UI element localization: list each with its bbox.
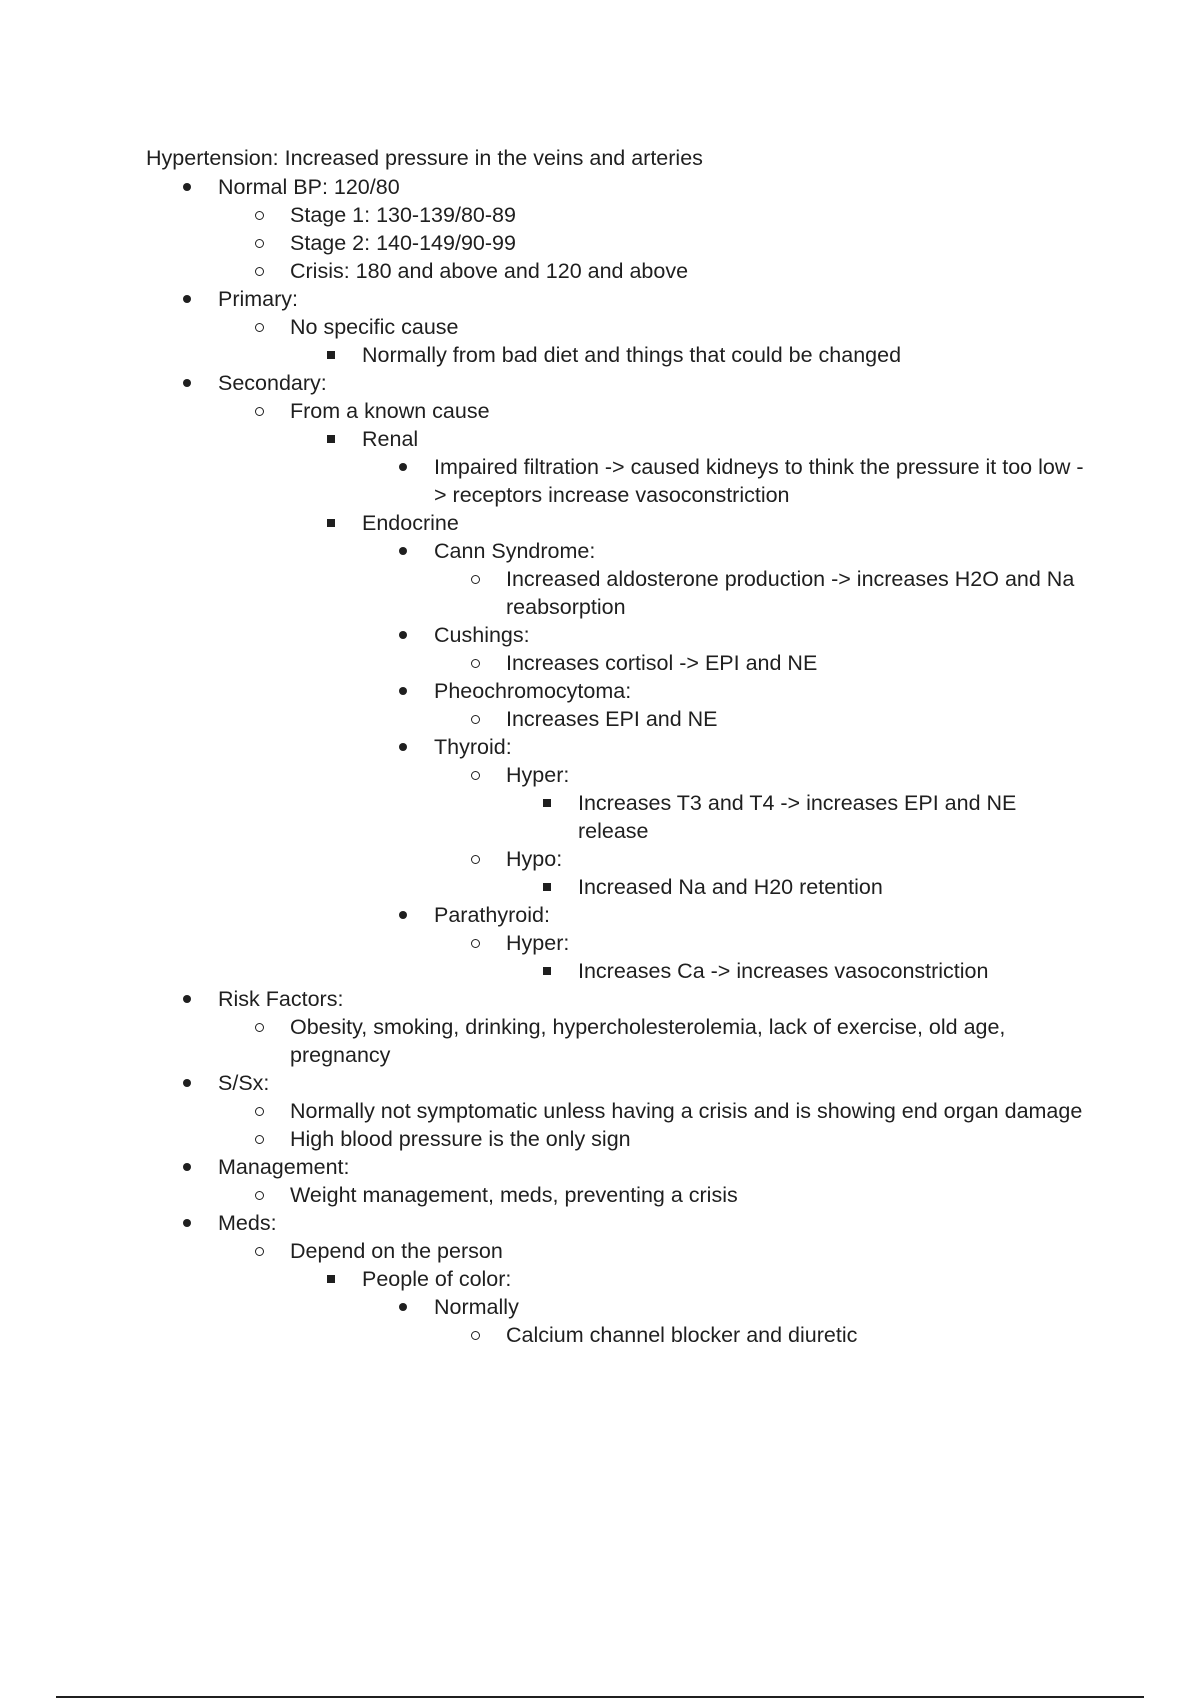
bullet-circle-icon: [471, 771, 480, 780]
bullet-dot-icon: [183, 379, 191, 387]
list-item-thyroid-hyper: Hyper: Increases T3 and T4 -> increases EPI and NE release: [434, 761, 1086, 845]
bullet-circle-icon: [255, 267, 264, 276]
list-item-primary-cause: No specific cause Normally from bad diet and things that could be changed: [218, 313, 1086, 369]
list-item-thyroid-hyper-detail: Increases T3 and T4 -> increases EPI and NE release: [506, 789, 1086, 845]
list-item-management-detail: Weight management, meds, preventing a crisis: [218, 1181, 1086, 1209]
bullet-circle-icon: [471, 1331, 480, 1340]
bullet-dot-icon: [399, 687, 407, 695]
outline-list: [146, 173, 1086, 1349]
list-item-pheochromocytoma: Pheochromocytoma: Increases EPI and NE: [362, 677, 1086, 733]
bullet-square-icon: [543, 883, 551, 891]
bullet-dot-icon: [399, 547, 407, 555]
list-item-thyroid: Thyroid: Hyper: Increases T3 and T4 -> increases EPI and NE release Hypo: Increased Na and H20 retention: [362, 733, 1086, 901]
list-item-primary: Primary: No specific cause Normally from bad diet and things that could be changed: [146, 285, 1086, 369]
bullet-circle-icon: [255, 1191, 264, 1200]
list-item-endocrine: Endocrine Cann Syndrome: Increased aldosterone production -> increases H2O and Na reabsorption Cushings: Increases cortisol -> EPI and NE Pheochromocytoma: Increases EPI and NE Thyroid: Hyper: Increases T3 and T4 -> increases EPI and NE release Hypo: Increased Na and H20 retention Parathyroid: Hyper: Increases Ca -> increases vasoconstriction: [290, 509, 1086, 985]
list-item-secondary-cause: From a known cause Renal Impaired filtration -> caused kidneys to think the pressure it too low -> receptors increase vasoconstriction Endocrine Cann Syndrome: Increased aldosterone production -> increases H2O and Na reabsorption Cushings: Increases cortisol -> EPI and NE Pheochromocytoma: Increases EPI and NE Thyroid: Hyper: Increases T3 and T4 -> increases EPI and NE release Hypo: Increased Na and H20 retention Parathyroid: Hyper: Increases Ca -> increases vasoconstriction: [218, 397, 1086, 985]
list-item-ssx-detail1: Normally not symptomatic unless having a crisis and is showing end organ damage: [218, 1097, 1086, 1125]
list-item-normal-bp: Normal BP: 120/80 Stage 1: 130-139/80-89 Stage 2: 140-149/90-99 Crisis: 180 and above and 120 and above: [146, 173, 1086, 285]
bullet-square-icon: [327, 351, 335, 359]
bullet-circle-icon: [255, 323, 264, 332]
list-item-renal-detail: Impaired filtration -> caused kidneys to think the pressure it too low -> receptors increase vasoconstriction: [362, 453, 1086, 509]
list-item-risk-factors: Risk Factors: Obesity, smoking, drinking, hypercholesterolemia, lack of exercise, old age, pregnancy: [146, 985, 1086, 1069]
list-item-parathyroid-hyper-detail: Increases Ca -> increases vasoconstriction: [506, 957, 1086, 985]
bullet-dot-icon: [183, 1163, 191, 1171]
bullet-dot-icon: [399, 911, 407, 919]
list-item-secondary: Secondary: From a known cause Renal Impaired filtration -> caused kidneys to think the pressure it too low -> receptors increase vasoconstriction Endocrine Cann Syndrome: Increased aldosterone production -> increases H2O and Na reabsorption Cushings: Increases cortisol -> EPI and NE Pheochromocytoma: Increases EPI and NE Thyroid: Hyper: Increases T3 and T4 -> increases EPI and NE release Hypo: Increased Na and H20 retention Parathyroid: Hyper: Increases Ca -> increases vasoconstriction: [146, 369, 1086, 985]
bullet-dot-icon: [399, 743, 407, 751]
bullet-dot-icon: [399, 631, 407, 639]
bullet-dot-icon: [183, 995, 191, 1003]
bullet-circle-icon: [471, 575, 480, 584]
list-item-meds-detail: Depend on the person People of color: Normally Calcium channel blocker and diuretic: [218, 1237, 1086, 1349]
bullet-circle-icon: [255, 1107, 264, 1116]
list-item-pheo-detail: Increases EPI and NE: [434, 705, 1086, 733]
list-item-risk-detail: Obesity, smoking, drinking, hypercholesterolemia, lack of exercise, old age, pregnancy: [218, 1013, 1086, 1069]
list-item-parathyroid: Parathyroid: Hyper: Increases Ca -> increases vasoconstriction: [362, 901, 1086, 985]
list-item-cann-detail: Increased aldosterone production -> increases H2O and Na reabsorption: [434, 565, 1086, 621]
bullet-dot-icon: [183, 1219, 191, 1227]
document-heading: Hypertension: Increased pressure in the veins and arteries: [146, 146, 703, 170]
bullet-dot-icon: [183, 183, 191, 191]
bullet-circle-icon: [255, 1023, 264, 1032]
list-item-parathyroid-hyper: Hyper: Increases Ca -> increases vasoconstriction: [434, 929, 1086, 985]
list-item-thyroid-hypo: Hypo: Increased Na and H20 retention: [434, 845, 1086, 901]
list-item-cann-syndrome: Cann Syndrome: Increased aldosterone production -> increases H2O and Na reabsorption: [362, 537, 1086, 621]
list-item-people-of-color: People of color: Normally Calcium channel blocker and diuretic: [290, 1265, 1086, 1349]
bullet-circle-icon: [255, 211, 264, 220]
bullet-circle-icon: [255, 239, 264, 248]
bullet-dot-icon: [183, 1079, 191, 1087]
list-item-normally-detail: Calcium channel blocker and diuretic: [434, 1321, 1086, 1349]
bullet-circle-icon: [471, 659, 480, 668]
list-item-crisis: Crisis: 180 and above and 120 and above: [218, 257, 1086, 285]
bullet-circle-icon: [255, 1247, 264, 1256]
bullet-square-icon: [327, 435, 335, 443]
bullet-circle-icon: [471, 855, 480, 864]
list-item-management: Management: Weight management, meds, preventing a crisis: [146, 1153, 1086, 1209]
document-page: [146, 144, 1086, 1349]
list-item-ssx: S/Sx: Normally not symptomatic unless having a crisis and is showing end organ damage High blood pressure is the only sign: [146, 1069, 1086, 1153]
list-item-stage1: Stage 1: 130-139/80-89: [218, 201, 1086, 229]
list-item-cushings: Cushings: Increases cortisol -> EPI and NE: [362, 621, 1086, 677]
bullet-circle-icon: [471, 715, 480, 724]
bullet-dot-icon: [399, 463, 407, 471]
bullet-circle-icon: [471, 939, 480, 948]
bullet-circle-icon: [255, 407, 264, 416]
list-item-cushings-detail: Increases cortisol -> EPI and NE: [434, 649, 1086, 677]
list-item-ssx-detail2: High blood pressure is the only sign: [218, 1125, 1086, 1153]
list-item-thyroid-hypo-detail: Increased Na and H20 retention: [506, 873, 1086, 901]
bullet-dot-icon: [183, 295, 191, 303]
bullet-square-icon: [543, 799, 551, 807]
page-bottom-rule: [56, 1696, 1144, 1698]
bullet-square-icon: [543, 967, 551, 975]
bullet-square-icon: [327, 1275, 335, 1283]
list-item-meds: Meds: Depend on the person People of color: Normally Calcium channel blocker and diuretic: [146, 1209, 1086, 1349]
bullet-dot-icon: [399, 1303, 407, 1311]
list-item-stage2: Stage 2: 140-149/90-99: [218, 229, 1086, 257]
bullet-square-icon: [327, 519, 335, 527]
list-item-normally: Normally Calcium channel blocker and diuretic: [362, 1293, 1086, 1349]
list-item-primary-detail: Normally from bad diet and things that could be changed: [290, 341, 1086, 369]
list-item-renal: Renal Impaired filtration -> caused kidneys to think the pressure it too low -> receptors increase vasoconstriction: [290, 425, 1086, 509]
bullet-circle-icon: [255, 1135, 264, 1144]
